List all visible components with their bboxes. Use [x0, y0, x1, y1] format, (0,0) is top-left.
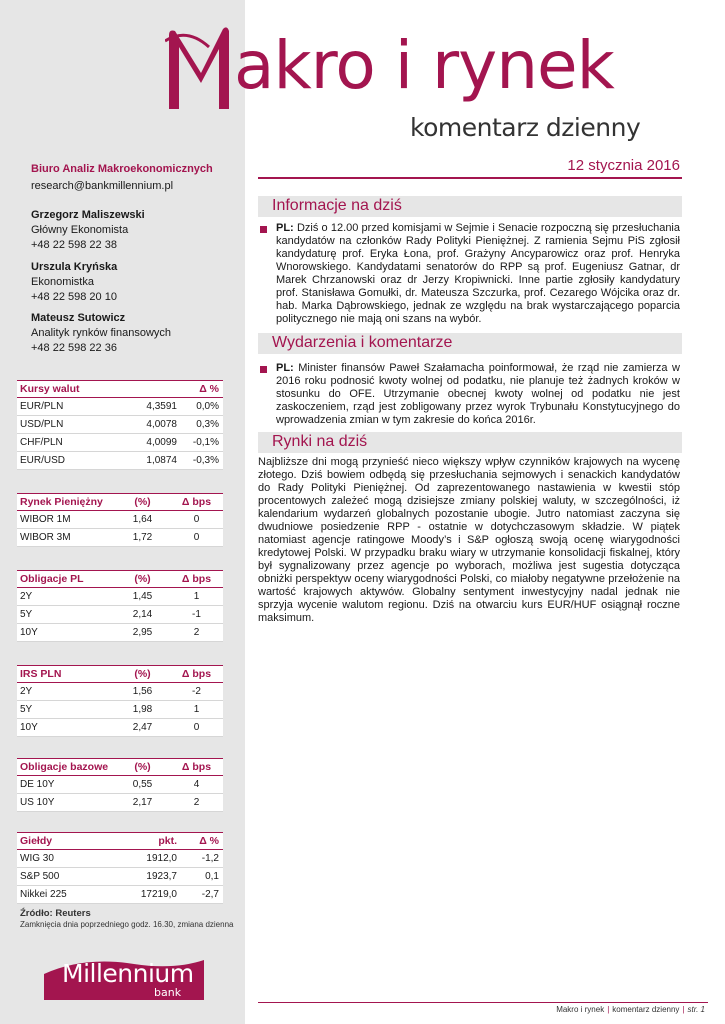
department-name: Biuro Analiz Makroekonomicznych	[31, 163, 213, 175]
person-role: Główny Ekonomista	[31, 224, 129, 236]
footer-divider	[258, 1002, 708, 1003]
stock-markets-table	[17, 832, 223, 904]
person-name: Grzegorz Maliszewski	[31, 209, 145, 221]
table-row: EUR/PLN 4,3591 0,0%	[17, 398, 223, 416]
table-row: WIBOR 1M 1,64 0	[17, 511, 223, 529]
irs-pln-table	[17, 665, 223, 737]
person-phone: +48 22 598 22 38	[31, 239, 117, 251]
table-header: IRS PLN (%) Δ bps	[17, 665, 223, 683]
report-title: akro i rynek	[234, 27, 614, 104]
paragraph: PL: Minister finansów Paweł Szałamacha poinformował, że rząd nie zamierza w 2016 roku podnosić kwoty wolnej od podatku, nie planuje też żadnych kroków w stosunku do OFE. Utrzymanie obecnej kwoty wolnej od podatku nie jest zaskoczeniem, rząd jest zobligowany przez wyrok Trybunału Konstytucyjnego do wprowadzenia zmian w tym zakresie do końca 2016r.	[276, 362, 680, 426]
table-header: Giełdy pkt. Δ %	[17, 832, 223, 850]
section-heading: Wydarzenia i komentarze	[258, 333, 682, 354]
person-name: Mateusz Sutowicz	[31, 312, 126, 324]
paragraph-label: PL:	[276, 362, 294, 374]
bullet-icon	[260, 366, 267, 373]
person-name: Urszula Kryńska	[31, 261, 118, 273]
section-heading: Informacje na dziś	[258, 196, 682, 217]
table-header: Rynek Pieniężny (%) Δ bps	[17, 493, 223, 511]
core-bonds-table	[17, 758, 223, 812]
paragraph-label: PL:	[276, 222, 294, 234]
paragraph: PL: Dziś o 12.00 przed komisjami w Sejmie i Senacie rozpoczną się przesłuchania kandydatów na członków Rady Polityki Pieniężnej. Z ramienia Sejmu PiS zgłosił kandydaturę prof. Eryka Łona, prof. Grażyny Ancyparowicz oraz prof. Henryka Wnorowskiego. Kandydatami senatorów do RPP są prof. Eugeniusz Gatnar, dr Marek Chrzanowski oraz dr Jerzy Kropiwnicki. Inne partie zgłosiły kandydatury prof. Stanisława Gomułki, dr. Mateusza Szczurka, prof. Cezarego Wójcika oraz dr. hab. Marka Dąbrowskiego, jednak ze względu na brak wystarczającego poparcia politycznego nie mają oni szans na wybór.	[276, 222, 680, 325]
table-row: EUR/USD 1,0874 -0,3%	[17, 452, 223, 470]
brand-m-logo-icon	[165, 25, 235, 110]
report-date: 12 stycznia 2016	[567, 157, 680, 174]
brand-sub: bank	[154, 986, 182, 999]
table-row: 5Y 1,98 1	[17, 701, 223, 719]
table-row: CHF/PLN 4,0099 -0,1%	[17, 434, 223, 452]
section-heading: Rynki na dziś	[258, 432, 682, 453]
data-source: Źródło: Reuters	[20, 908, 91, 919]
brand-name: Millennium	[62, 959, 194, 988]
table-row: WIG 30 1912,0 -1,2	[17, 850, 223, 868]
table-row: 2Y 1,56 -2	[17, 683, 223, 701]
table-row: USD/PLN 4,0078 0,3%	[17, 416, 223, 434]
person-phone: +48 22 598 20 10	[31, 291, 117, 303]
person-role: Analityk rynków finansowych	[31, 327, 172, 339]
page-footer: Makro i rynek | komentarz dzienny | str. 1	[556, 1005, 705, 1014]
person-phone: +48 22 598 22 36	[31, 342, 117, 354]
paragraph: Najbliższe dni mogą przynieść nieco większy wpływ czynników krajowych na wycenę złotego. Dziś bowiem odbędą się przesłuchania sejmowych i senackich kandydatów do Rady Polityki Pieniężnej. Od zaprezentowanego nastawienia w kwestii stóp procentowych zależeć mogą dzisiejsze zmiany polskiej waluty, w szczególności, iż kalendarium wydarzeń globalnych pozostanie ubogie. Jutro natomiast zaczyna się dwudniowe posiedzenie RPP - ostatnie w dotychczasowym składzie. W piątek natomiast agencje ratingowe Moody’s i S&P ogłoszą swoją ocenę wiarygodności kredytowej Polski. W przypadku braku wiary w utrzymanie konsolidacji fiskalnej, który był sygnalizowany przez agencje po wyborach, możliwa jest sugestia dotycząca obniżki perspektyw oceny wiarygodności Polski, co miałoby negatywne przełożenie na wartość krajowych aktywów. Globalny sentyment inwestycyjny nadal jednak nie sprzyja wycenie walutom regionu. Dziś na otwarciu kurs EUR/HUF osiągnął roczne maksimum.	[258, 456, 680, 624]
date-bar	[258, 155, 682, 179]
contact-email[interactable]: research@bankmillennium.pl	[31, 180, 174, 192]
table-header: Obligacje PL (%) Δ bps	[17, 570, 223, 588]
contact-person	[31, 260, 117, 305]
report-subtitle: komentarz dzienny	[410, 113, 641, 142]
table-row: DE 10Y 0,55 4	[17, 776, 223, 794]
table-row: 10Y 2,95 2	[17, 624, 223, 642]
money-market-table	[17, 493, 223, 547]
pl-bonds-table	[17, 570, 223, 642]
table-row: Nikkei 225 17219,0 -2,7	[17, 886, 223, 904]
fx-rates-table	[17, 380, 223, 470]
table-row: 5Y 2,14 -1	[17, 606, 223, 624]
contact-person	[31, 208, 145, 253]
table-header: Kursy walut Δ %	[17, 380, 223, 398]
table-row: 2Y 1,45 1	[17, 588, 223, 606]
bullet-icon	[260, 226, 267, 233]
table-header: Obligacje bazowe (%) Δ bps	[17, 758, 223, 776]
table-row: WIBOR 3M 1,72 0	[17, 529, 223, 547]
data-source-note: Zamknięcia dnia poprzedniego godz. 16.30, zmiana dzienna	[20, 920, 234, 929]
table-row: US 10Y 2,17 2	[17, 794, 223, 812]
contact-person	[31, 311, 171, 356]
table-row: S&P 500 1923,7 0,1	[17, 868, 223, 886]
person-role: Ekonomistka	[31, 276, 94, 288]
table-row: 10Y 2,47 0	[17, 719, 223, 737]
